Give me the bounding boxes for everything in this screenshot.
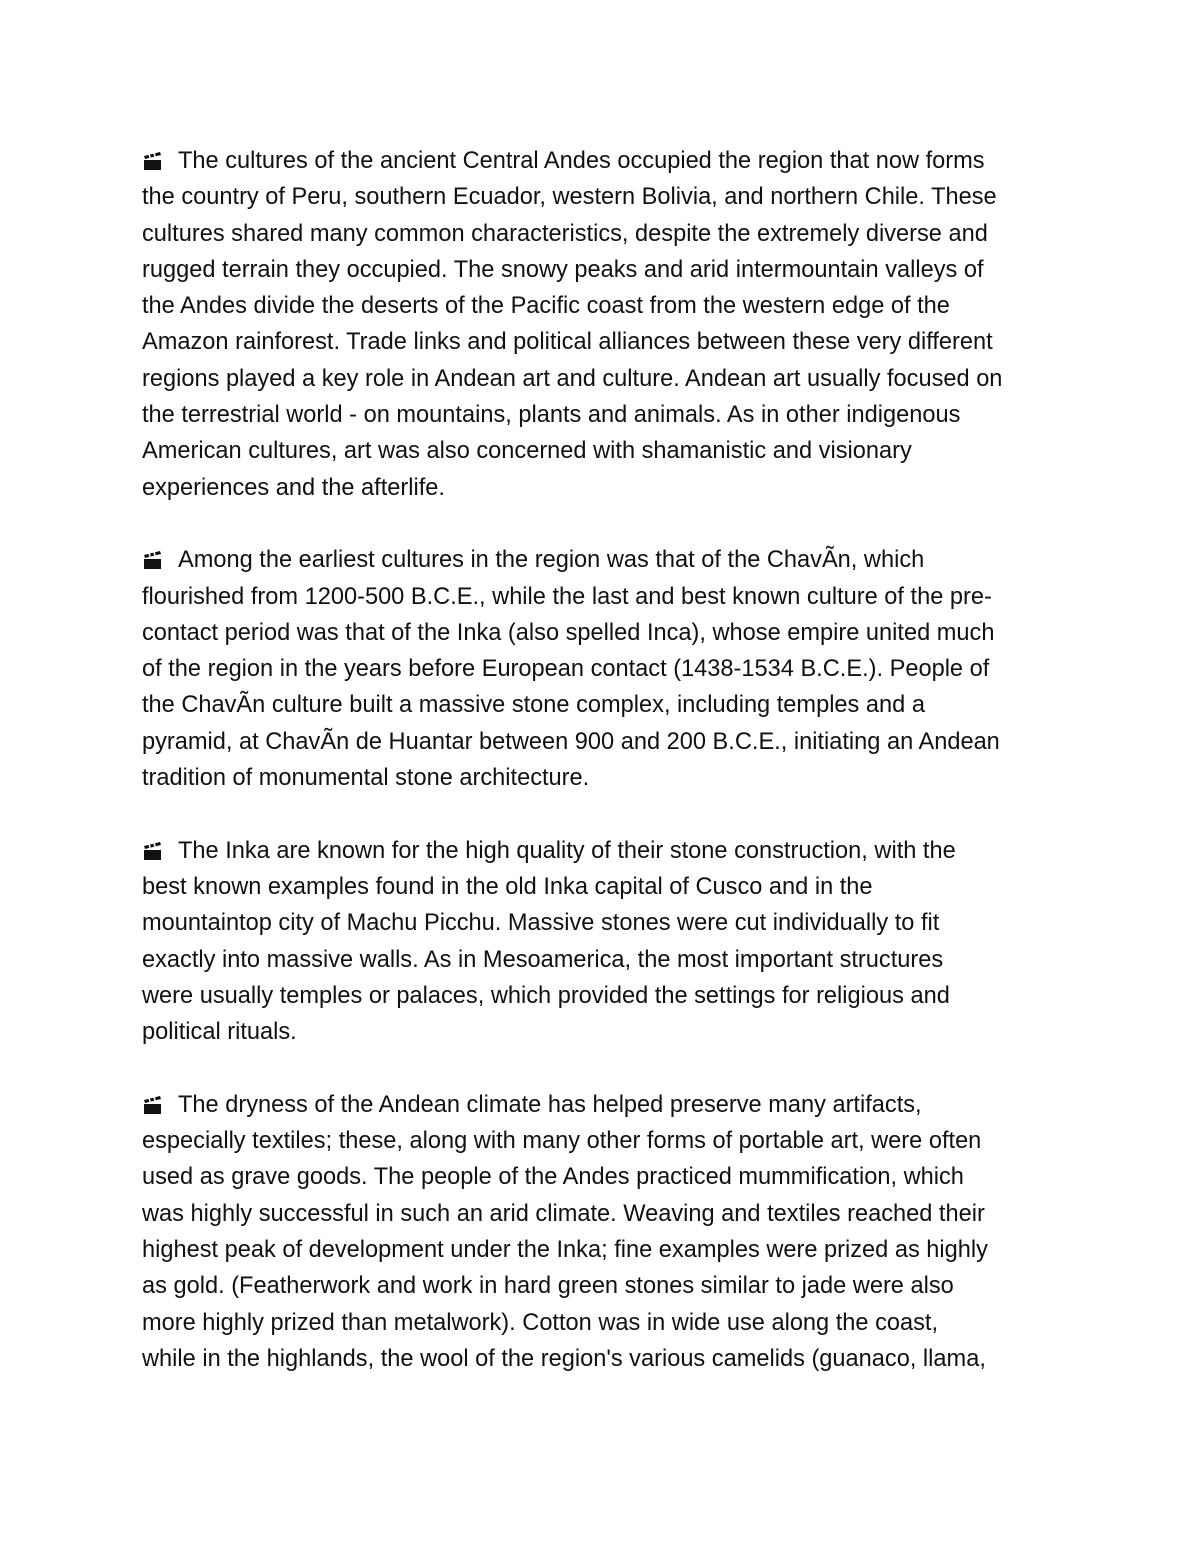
text-line: highest peak of development under the Inka; fine examples were prized as highly — [142, 1236, 988, 1263]
clapperboard-icon — [142, 151, 164, 171]
text-line: was highly successful in such an arid climate. Weaving and textiles reached their — [142, 1200, 985, 1227]
text-line: as gold. (Featherwork and work in hard green stones similar to jade were also — [142, 1273, 954, 1300]
text-line: the ChavÃn culture built a massive stone complex, including temples and a — [142, 692, 925, 719]
text-line: flourished from 1200-500 B.C.E., while the last and best known culture of the pre- — [142, 583, 992, 610]
text-line: tradition of monumental stone architecture. — [142, 765, 590, 792]
text-line: cultures shared many common characteristics, despite the extremely diverse and — [142, 220, 988, 247]
paragraph-4 — [142, 1087, 1062, 1377]
paragraph-1 — [142, 143, 1062, 506]
text-line: especially textiles; these, along with many other forms of portable art, were often — [142, 1128, 982, 1155]
text-line: used as grave goods. The people of the Andes practiced mummification, which — [142, 1164, 964, 1191]
text-line: political rituals. — [142, 1019, 297, 1046]
text-line: experiences and the afterlife. — [142, 474, 445, 501]
text-line: The cultures of the ancient Central Andes occupied the region that now forms — [142, 143, 1062, 179]
text-line: while in the highlands, the wool of the region's various camelids (guanaco, llama, — [142, 1345, 986, 1372]
clapperboard-icon — [142, 550, 164, 570]
text-line: the terrestrial world - on mountains, plants and animals. As in other indigenous — [142, 402, 961, 429]
paragraph-2 — [142, 542, 1062, 796]
text-line: pyramid, at ChavÃn de Huantar between 900 and 200 B.C.E., initiating an Andean — [142, 728, 1000, 755]
clapperboard-icon — [142, 841, 164, 861]
text-line: American cultures, art was also concerned with shamanistic and visionary — [142, 438, 912, 465]
text-line: Among the earliest cultures in the region was that of the ChavÃn, which — [142, 542, 1062, 578]
text-line: Amazon rainforest. Trade links and political alliances between these very different — [142, 329, 993, 356]
document-body — [142, 143, 1062, 1377]
text-line: exactly into massive walls. As in Mesoamerica, the most important structures — [142, 946, 944, 973]
text-line: mountaintop city of Machu Picchu. Massive stones were cut individually to fit — [142, 910, 940, 937]
text-line: contact period was that of the Inka (also spelled Inca), whose empire united much — [142, 619, 995, 646]
text-line: The dryness of the Andean climate has helped preserve many artifacts, — [142, 1087, 1062, 1123]
text-line: The Inka are known for the high quality of their stone construction, with the — [142, 833, 1062, 869]
text-line: regions played a key role in Andean art and culture. Andean art usually focused on — [142, 365, 1003, 392]
text-line: rugged terrain they occupied. The snowy peaks and arid intermountain valleys of — [142, 256, 984, 283]
text-line: of the region in the years before European contact (1438-1534 B.C.E.). People of — [142, 656, 990, 683]
text-line: the Andes divide the deserts of the Pacific coast from the western edge of the — [142, 293, 950, 320]
text-line: more highly prized than metalwork). Cotton was in wide use along the coast, — [142, 1309, 939, 1336]
paragraph-3 — [142, 833, 1062, 1051]
clapperboard-icon — [142, 1095, 164, 1115]
text-line: were usually temples or palaces, which provided the settings for religious and — [142, 982, 950, 1009]
text-line: best known examples found in the old Inka capital of Cusco and in the — [142, 873, 873, 900]
text-line: the country of Peru, southern Ecuador, western Bolivia, and northern Chile. These — [142, 184, 997, 211]
